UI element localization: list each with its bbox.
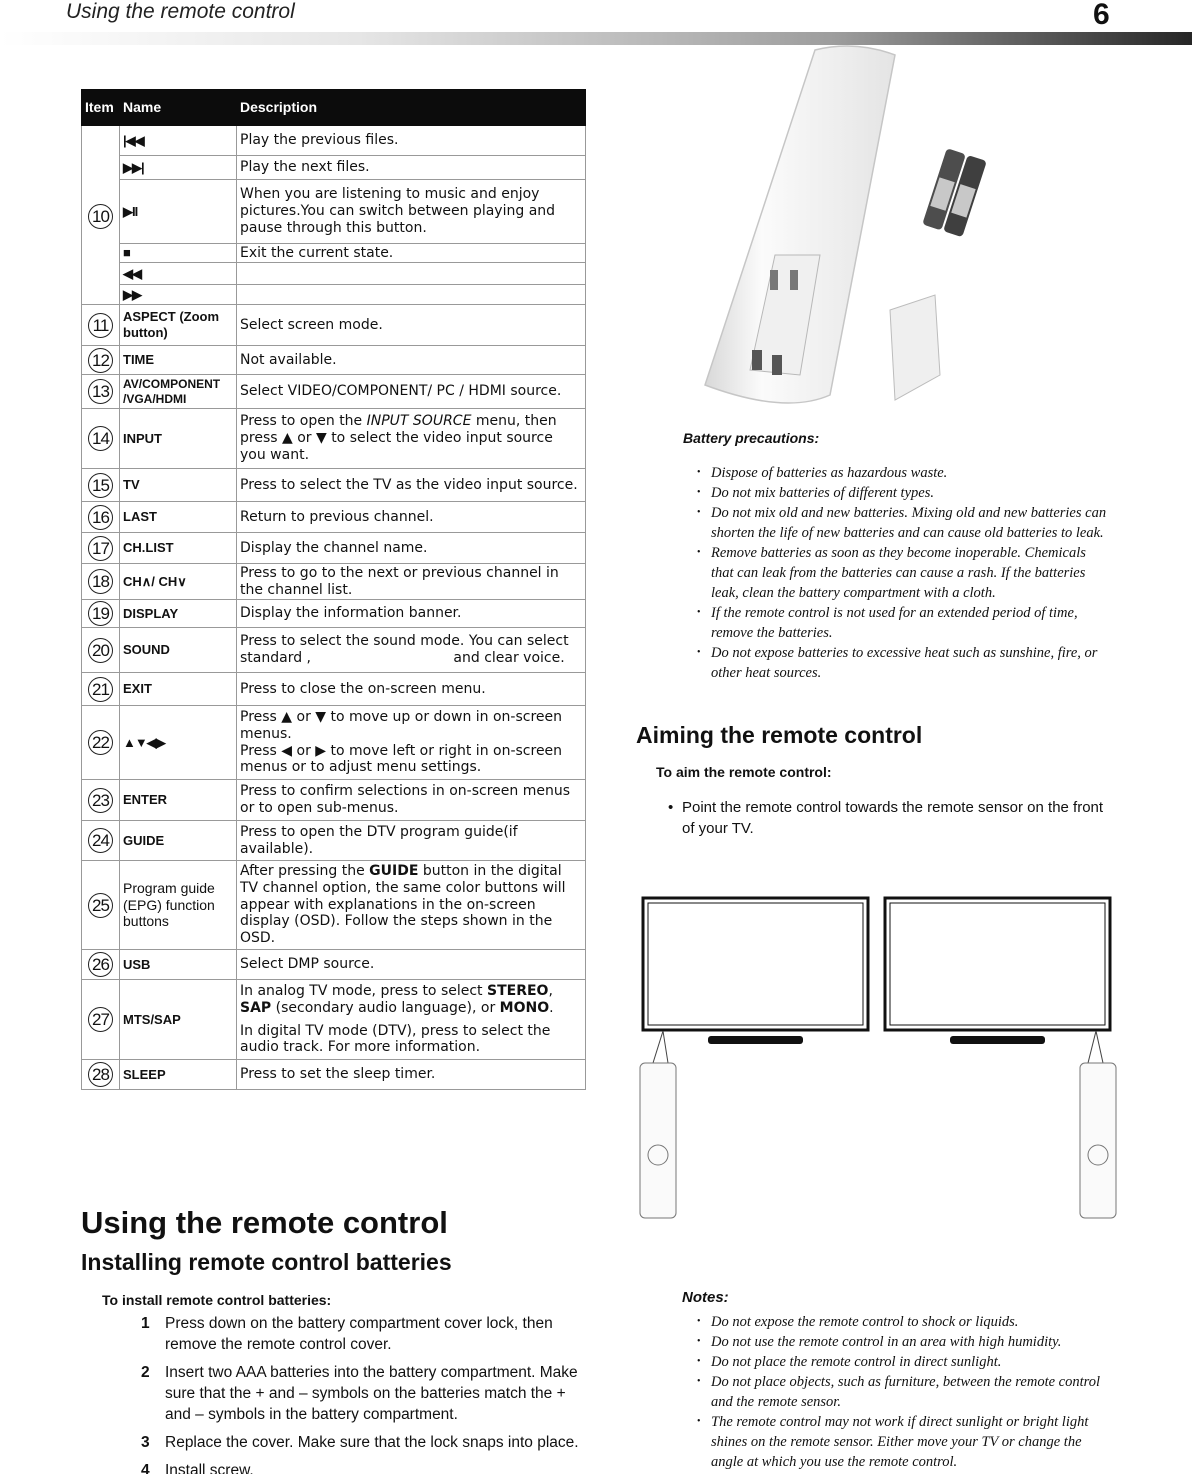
name-cell: TIME (120, 346, 237, 375)
table-row (82, 600, 586, 628)
step-number: 2 (141, 1364, 150, 1381)
table-row (82, 180, 586, 244)
battery-precautions-list (697, 463, 1107, 683)
item-cell (82, 305, 120, 346)
table-row (82, 1060, 586, 1090)
header-gradient-bar (0, 32, 1192, 45)
item-number-badge: 21 (88, 677, 113, 702)
install-steps (135, 1313, 590, 1474)
aiming-heading: Aiming the remote control (636, 722, 923, 748)
table-row (82, 375, 586, 409)
name-cell: DISPLAY (120, 600, 237, 628)
name-cell: ■ (120, 244, 237, 263)
table-row (82, 502, 586, 533)
header-item: Item (82, 90, 120, 126)
list-item: • Do not mix batteries of different types. (697, 483, 1107, 503)
list-item: • Remove batteries as soon as they become inoperable. Chemicals that can leak from the batteries can cause a rash. If the batteries leak, clean the battery compartment with a cloth. (697, 543, 1107, 603)
name-cell: INPUT (120, 409, 237, 469)
item-cell (82, 126, 120, 305)
name-cell: EXIT (120, 673, 237, 706)
name-cell: TV (120, 469, 237, 502)
name-cell: ASPECT (Zoom button) (120, 305, 237, 346)
item-number-badge: 25 (88, 893, 113, 918)
description-cell: Exit the current state. (237, 244, 586, 263)
item-cell (82, 469, 120, 502)
item-cell (82, 1060, 120, 1090)
item-number-badge: 14 (88, 426, 113, 451)
desc-text: . (549, 999, 554, 1016)
desc-text: Press to open the (240, 413, 367, 430)
item-number-badge: 13 (88, 379, 113, 404)
desc-text: , (548, 982, 553, 999)
name-cell: CH∧/ CH∨ (120, 564, 237, 600)
item-cell (82, 502, 120, 533)
item-number-badge: 15 (88, 473, 113, 498)
install-step (135, 1362, 590, 1425)
list-item: • Dispose of batteries as hazardous waste. (697, 463, 1107, 483)
description-cell: Press to confirm selections in on-screen menus or to open sub-menus. (237, 780, 586, 821)
remote-battery-illustration (690, 45, 1020, 415)
name-cell: ▶II (120, 180, 237, 244)
item-number-badge: 17 (88, 536, 113, 561)
item-cell (82, 600, 120, 628)
item-number-badge: 23 (88, 788, 113, 813)
description-cell: Press to close the on-screen menu. (237, 673, 586, 706)
name-cell: ▲▼◀▶ (120, 706, 237, 780)
list-item: • If the remote control is not used for an extended period of time, remove the batteries. (697, 603, 1107, 643)
list-item: • Do not place the remote control in direct sunlight. (697, 1352, 1107, 1372)
header-name: Name (120, 90, 237, 126)
desc-text: (secondary audio language), or (271, 999, 500, 1016)
table-row (82, 305, 586, 346)
list-item: • Do not expose the remote control to shock or liquids. (697, 1312, 1107, 1332)
table-row (82, 780, 586, 821)
list-item: • The remote control may not work if direct sunlight or bright light shines on the remote sensor. Either move your TV or change the angle at which you use the remote control. (697, 1412, 1107, 1472)
name-cell: |◀◀ (120, 126, 237, 156)
section-heading: Using the remote control (81, 1205, 448, 1240)
description-cell: Select VIDEO/COMPONENT/ PC / HDMI source. (237, 375, 586, 409)
description-cell: Select screen mode. (237, 305, 586, 346)
table-row (82, 126, 586, 156)
table-row (82, 861, 586, 950)
description-cell (237, 706, 586, 780)
running-header-title: Using the remote control (66, 0, 295, 23)
tv-aiming-illustration (638, 893, 1118, 1223)
list-item: • Do not mix old and new batteries. Mixing old and new batteries can shorten the life of new batteries and can cause old batteries to leak. (697, 503, 1107, 543)
battery-precautions-title: Battery precautions: (683, 430, 820, 446)
item-number-badge: 11 (88, 313, 113, 338)
table-row (82, 821, 586, 861)
item-number-badge: 28 (88, 1062, 113, 1087)
table-row (82, 673, 586, 706)
table-row (82, 628, 586, 673)
description-cell: Press to select the TV as the video input source. (237, 469, 586, 502)
install-step (135, 1432, 590, 1453)
item-number-badge: 22 (88, 730, 113, 755)
item-cell (82, 821, 120, 861)
description-cell (237, 409, 586, 469)
name-cell: AV/COMPONENT /VGA/HDMI (120, 375, 237, 409)
item-number-badge: 24 (88, 828, 113, 853)
name-cell: ▶▶ (120, 285, 237, 305)
desc-emphasis: INPUT SOURCE (366, 413, 472, 430)
table-row (82, 564, 586, 600)
item-cell (82, 780, 120, 821)
description-cell: Display the information banner. (237, 600, 586, 628)
list-item: • Do not use the remote control in an area with high humidity. (697, 1332, 1107, 1352)
item-cell (82, 564, 120, 600)
item-cell (82, 950, 120, 980)
description-cell (237, 285, 586, 305)
item-number-badge: 26 (88, 952, 113, 977)
item-cell (82, 706, 120, 780)
desc-line: Press ◀ or ▶ to move left or right in on-screen menus or to adjust menu settings. (240, 742, 563, 776)
table-header-row (82, 90, 586, 126)
step-number: 1 (141, 1315, 150, 1332)
table-row (82, 244, 586, 263)
description-cell: Select DMP source. (237, 950, 586, 980)
description-cell: Press to select the sound mode. You can select standard , and clear voice. (237, 628, 586, 673)
table-row (82, 469, 586, 502)
item-cell (82, 346, 120, 375)
step-number: 3 (141, 1434, 150, 1451)
step-text: Insert two AAA batteries into the battery compartment. Make sure that the + and – symbols on the batteries match the + and – symbols in the battery compartment. (165, 1364, 578, 1423)
description-cell (237, 980, 586, 1060)
item-cell (82, 673, 120, 706)
name-cell: USB (120, 950, 237, 980)
name-cell: GUIDE (120, 821, 237, 861)
description-cell: Not available. (237, 346, 586, 375)
name-cell: CH.LIST (120, 533, 237, 564)
name-cell: ENTER (120, 780, 237, 821)
description-cell (237, 263, 586, 285)
description-cell: Play the next files. (237, 156, 586, 180)
table-row (82, 706, 586, 780)
step-text: Press down on the battery compartment cover lock, then remove the remote control cover. (165, 1315, 553, 1353)
item-number-badge: 12 (88, 348, 113, 373)
table-row (82, 533, 586, 564)
header-description: Description (237, 90, 586, 126)
description-cell: Return to previous channel. (237, 502, 586, 533)
page-number: 6 (1093, 0, 1110, 31)
desc-text: In analog TV mode, press to select (240, 982, 487, 999)
table-row (82, 409, 586, 469)
list-item: • Do not place objects, such as furniture, between the remote control and the remote sensor. (697, 1372, 1107, 1412)
item-cell (82, 861, 120, 950)
item-cell (82, 628, 120, 673)
desc-text: button in the digital TV channel option, the same color buttons will appear with explanations in the on-screen display (OSD). Follow the steps shown in the OSD. (240, 863, 566, 947)
install-step (135, 1313, 590, 1355)
name-cell: Program guide (EPG) function buttons (120, 861, 237, 950)
item-number-badge: 18 (88, 569, 113, 594)
description-cell: When you are listening to music and enjoy pictures.You can switch between playing and pause through this button. (237, 180, 586, 244)
description-cell: Play the previous files. (237, 126, 586, 156)
desc-text: After pressing the (240, 863, 370, 879)
desc-line: Press ▲ or ▼ to move up or down in on-screen menus. (240, 708, 563, 742)
step-text: Install screw. (165, 1462, 254, 1474)
description-cell: Press to set the sleep timer. (237, 1060, 586, 1090)
item-number-badge: 27 (88, 1007, 113, 1032)
table-row (82, 285, 586, 305)
item-number-badge: 10 (88, 204, 113, 229)
aiming-instruction: • Point the remote control towards the remote sensor on the front of your TV. (668, 797, 1108, 839)
item-cell (82, 533, 120, 564)
name-cell: MTS/SAP (120, 980, 237, 1060)
name-cell: ▶▶| (120, 156, 237, 180)
item-number-badge: 19 (88, 601, 113, 626)
table-row (82, 950, 586, 980)
table-row (82, 156, 586, 180)
desc-bold: SAP (240, 999, 272, 1016)
item-cell (82, 409, 120, 469)
install-step (135, 1460, 590, 1474)
table-row (82, 346, 586, 375)
remote-buttons-table (81, 89, 586, 1090)
description-cell: Display the channel name. (237, 533, 586, 564)
description-cell: Press to go to the next or previous channel in the channel list. (237, 564, 586, 600)
item-number-badge: 16 (88, 505, 113, 530)
install-lead: To install remote control batteries: (102, 1292, 332, 1308)
description-cell: Press to open the DTV program guide(if available). (237, 821, 586, 861)
name-cell: LAST (120, 502, 237, 533)
notes-list (697, 1312, 1107, 1472)
item-cell (82, 980, 120, 1060)
list-item: • Do not expose batteries to excessive heat such as sunshine, fire, or other heat sources. (697, 643, 1107, 683)
description-cell (237, 861, 586, 950)
name-cell: SOUND (120, 628, 237, 673)
item-number-badge: 20 (88, 638, 113, 663)
desc-bold: STEREO (487, 982, 549, 999)
name-cell: SLEEP (120, 1060, 237, 1090)
desc-text: menu, then press ▲ or ▼ to select the video input source you want. (240, 413, 557, 463)
desc-bold: GUIDE (369, 863, 419, 879)
step-number: 4 (141, 1462, 150, 1474)
notes-title: Notes: (682, 1289, 729, 1306)
name-cell: ◀◀ (120, 263, 237, 285)
table-row (82, 263, 586, 285)
aiming-subheading: To aim the remote control: (656, 764, 832, 780)
desc-bold: MONO (499, 999, 550, 1016)
subsection-heading: Installing remote control batteries (81, 1249, 452, 1275)
desc-paragraph (240, 983, 582, 1017)
desc-paragraph: In digital TV mode (DTV), press to select the audio track. For more information. (240, 1022, 551, 1056)
step-text: Replace the cover. Make sure that the lock snaps into place. (165, 1434, 579, 1451)
item-cell (82, 375, 120, 409)
table-row (82, 980, 586, 1060)
